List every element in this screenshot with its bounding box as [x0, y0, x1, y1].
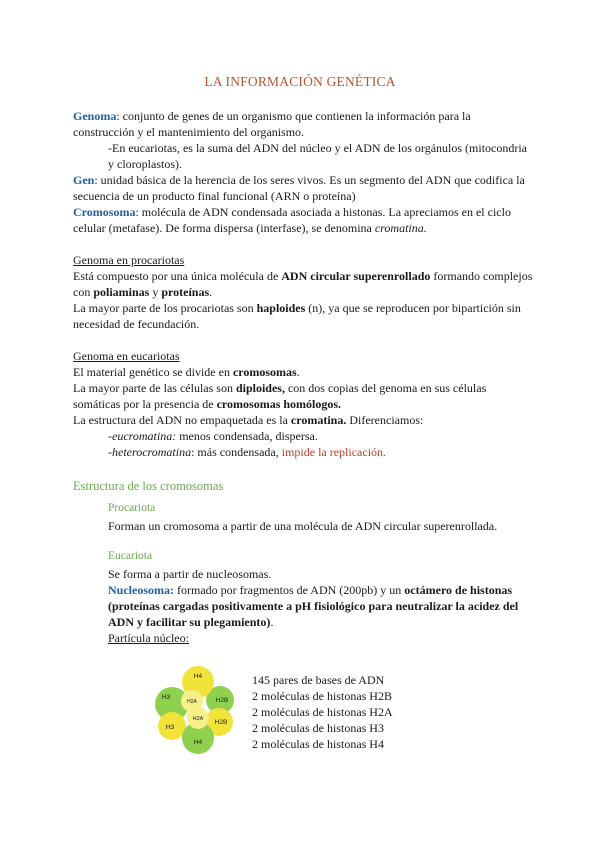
label-h3-inner: H3 [165, 724, 175, 731]
euc-l3-bold-cromatina: cromatina. [290, 413, 347, 427]
eucariotas-heading: Genoma en eucariotas [73, 349, 180, 363]
euc-l3-a: La estructura del ADN no empaquetada es la [73, 413, 291, 427]
cromosoma-definition [73, 204, 533, 236]
legend-item: 2 moléculas de histonas H2B [252, 689, 392, 703]
eucariota-subheading: Eucariota [108, 550, 153, 562]
legend-item: 2 moléculas de histonas H2A [252, 705, 393, 719]
definitions-section [73, 108, 533, 236]
proc-p1-g: . [209, 285, 213, 299]
proc-p1-a: Está compuesto por una única molécula de [73, 269, 282, 283]
euc-l2-a: La mayor parte de las células son [73, 381, 236, 395]
eucariotas-line-3 [73, 412, 533, 428]
histone-octamer-diagram [152, 664, 242, 754]
nucleosoma-text-a: formado por fragmentos de ADN (200pb) y un [174, 583, 405, 597]
particula-label: Partícula núcleo: [108, 631, 189, 645]
euc-l2-c: con dos copias del genoma en sus células somáticas por la presencia de [73, 381, 487, 411]
genoma-subnote: -En eucariotas, es la suma del ADN del núcleo y el ADN de los orgánulos (mitocondria y cloroplastos). [108, 141, 528, 171]
proc-p2-c: (n), ya que se reproducen por bipartición sin necesidad de fecundación. [73, 301, 521, 331]
procariotas-paragraph-2 [73, 300, 533, 332]
proc-p2-bold-haploides: haploides [256, 301, 306, 315]
gen-text: : unidad básica de la herencia de los seres vivos. Es un segmento del ADN que codifica la secuencia de un producto final funcional (ARN o proteína) [73, 173, 525, 203]
heterocromatina-text: : más condensada, [191, 445, 282, 459]
procariotas-heading: Genoma en procariotas [73, 253, 185, 267]
proc-p1-bold-proteinas: proteínas [161, 285, 210, 299]
label-h2b-lower: H2B [214, 719, 228, 726]
heterocromatina-term: -heterocromatina [108, 445, 192, 459]
label-h2b-right: H2B [215, 697, 229, 704]
nucleosoma-bold: octámero de histonas (proteínas cargadas positivamente a pH fisiológico para neutralizar la acidez del ADN y facilitar su plegamiento) [108, 583, 519, 629]
procariotas-section [73, 252, 533, 332]
cromatina-italic: cromatina. [374, 221, 427, 235]
cromosoma-text: : molécula de ADN condensada asociada a histonas. La apreciamos en el ciclo celular (metafase). De forma dispersa (interfase), se denomina [73, 205, 511, 235]
genoma-text: : conjunto de genes de un organismo que contienen la información para la construcción y el mantenimiento del organismo. [73, 109, 471, 139]
eucromatina-term: -eucromatina: [108, 429, 177, 443]
euc-l1-a: El material genético se divide en [73, 365, 233, 379]
eucariotas-line-1 [73, 364, 533, 380]
gen-term: Gen [73, 173, 95, 187]
proc-p2-a: La mayor parte de los procariotas son [73, 301, 257, 315]
cromosoma-term: Cromosoma [73, 205, 136, 219]
legend-item: 2 moléculas de histonas H3 [252, 721, 384, 735]
euc-l1-c: . [296, 365, 300, 379]
eucromatina-item [73, 428, 533, 444]
legend-item: 145 pares de bases de ADN [252, 673, 385, 687]
estructura-section [73, 478, 533, 646]
eucariota-body [73, 566, 533, 646]
genoma-definition [73, 108, 533, 140]
nucleosoma-term: Nucleosoma: [108, 583, 174, 597]
euc-l2-bold-homologos: cromosomas homólogos. [216, 397, 342, 411]
legend-item: 2 moléculas de histonas H4 [252, 737, 384, 751]
label-h4-top: H4 [193, 673, 203, 680]
nucleosoma-paragraph [108, 582, 533, 630]
nucleosome-legend [252, 672, 393, 752]
procariotas-paragraph-1 [73, 268, 533, 300]
procariota-text: Forman un cromosoma a partir de una molécula de ADN circular superenrollada. [108, 519, 498, 533]
genoma-term: Genoma [73, 109, 117, 123]
heterocromatina-red-text: impide la replicación. [281, 445, 387, 459]
heterocromatina-item [73, 444, 533, 460]
proc-p1-e: y [149, 285, 162, 299]
proc-p1-bold-poliaminas: poliaminas [93, 285, 150, 299]
nucleosoma-text-c: . [270, 615, 274, 629]
label-h4-bottom: H4 [193, 739, 203, 746]
eucariotas-line-2 [73, 380, 533, 412]
page-title: LA INFORMACIÓN GENÉTICA [204, 74, 396, 89]
eucariotas-section [73, 348, 533, 460]
label-h2a-inner: H2A [187, 699, 197, 705]
label-h2a-center: H2A [192, 716, 204, 722]
euc-l1-bold: cromosomas [232, 365, 297, 379]
proc-p1-bold-adn: ADN circular superenrollado [281, 269, 431, 283]
estructura-heading: Estructura de los cromosomas [73, 479, 224, 493]
eucromatina-text: menos condensada, dispersa. [176, 429, 318, 443]
eucariota-text: Se forma a partir de nucleosomas. [108, 567, 272, 581]
procariota-subheading: Procariota [108, 502, 156, 514]
gen-definition [73, 172, 533, 204]
proc-p1-c: formando complejos con [73, 269, 533, 299]
euc-l2-bold-diploides: diploides, [235, 381, 285, 395]
euc-l3-c: Diferenciamos: [346, 413, 424, 427]
label-h3: H3 [161, 694, 171, 701]
